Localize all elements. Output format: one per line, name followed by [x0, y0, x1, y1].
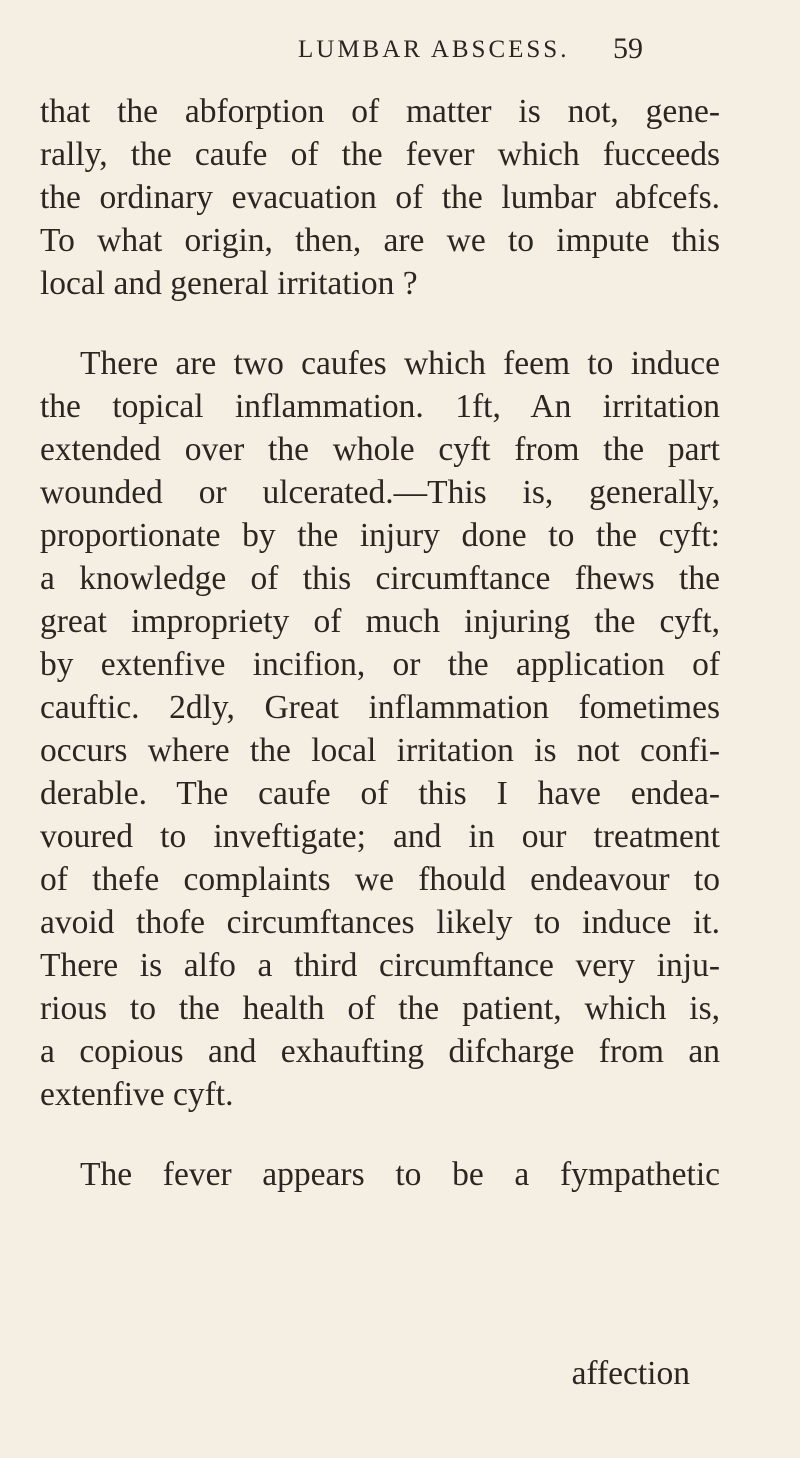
text-line: There are two caufes which feem to induce — [80, 345, 720, 382]
text-line: that the abforption of matter is not, gene- — [40, 93, 720, 130]
text-line: wounded or ulcerated.—This is, generally, — [40, 474, 720, 511]
text-line: cauftic. 2dly, Great inflammation fometimes — [40, 689, 720, 726]
text-line: a copious and exhaufting difcharge from an — [40, 1033, 720, 1070]
text-line: derable. The caufe of this I have endea- — [40, 775, 720, 812]
text-line: occurs where the local irritation is not confi- — [40, 732, 720, 769]
text-line: avoid thofe circumftances likely to induce it. — [40, 904, 720, 941]
text-line: extended over the whole cyft from the part — [40, 431, 720, 468]
text-line: local and general irritation ? — [40, 265, 418, 302]
text-line: To what origin, then, are we to impute this — [40, 222, 720, 259]
paragraph-gap — [40, 1116, 720, 1153]
text-line: the ordinary evacuation of the lumbar abfcefs. — [40, 179, 720, 216]
text-line: the topical inflammation. 1ft, An irritation — [40, 388, 720, 425]
running-head — [0, 30, 800, 80]
text-line: voured to inveftigate; and in our treatment — [40, 818, 720, 855]
text-line: of thefe complaints we fhould endeavour to — [40, 861, 720, 898]
paragraph-2 — [40, 342, 720, 1116]
text-line: a knowledge of this circumftance fhews the — [40, 560, 720, 597]
text-line: The fever appears to be a fympathetic — [80, 1156, 720, 1193]
catchword: affection — [571, 1355, 690, 1392]
body-text — [40, 90, 720, 1196]
page-number: 59 — [613, 32, 643, 65]
text-line: by extenfive incifion, or the application of — [40, 646, 720, 683]
text-line: rious to the health of the patient, which is, — [40, 990, 720, 1027]
running-title: LUMBAR ABSCESS. — [298, 36, 570, 63]
text-line: There is alfo a third circumftance very inju- — [40, 947, 720, 984]
text-line: proportionate by the injury done to the cyft: — [40, 517, 720, 554]
paragraph-gap — [40, 305, 720, 342]
paragraph-1 — [40, 90, 720, 305]
text-line: extenfive cyft. — [40, 1076, 234, 1113]
text-line: rally, the caufe of the fever which fucceeds — [40, 136, 720, 173]
paragraph-3 — [40, 1153, 720, 1196]
text-line: great impropriety of much injuring the cyft, — [40, 603, 720, 640]
